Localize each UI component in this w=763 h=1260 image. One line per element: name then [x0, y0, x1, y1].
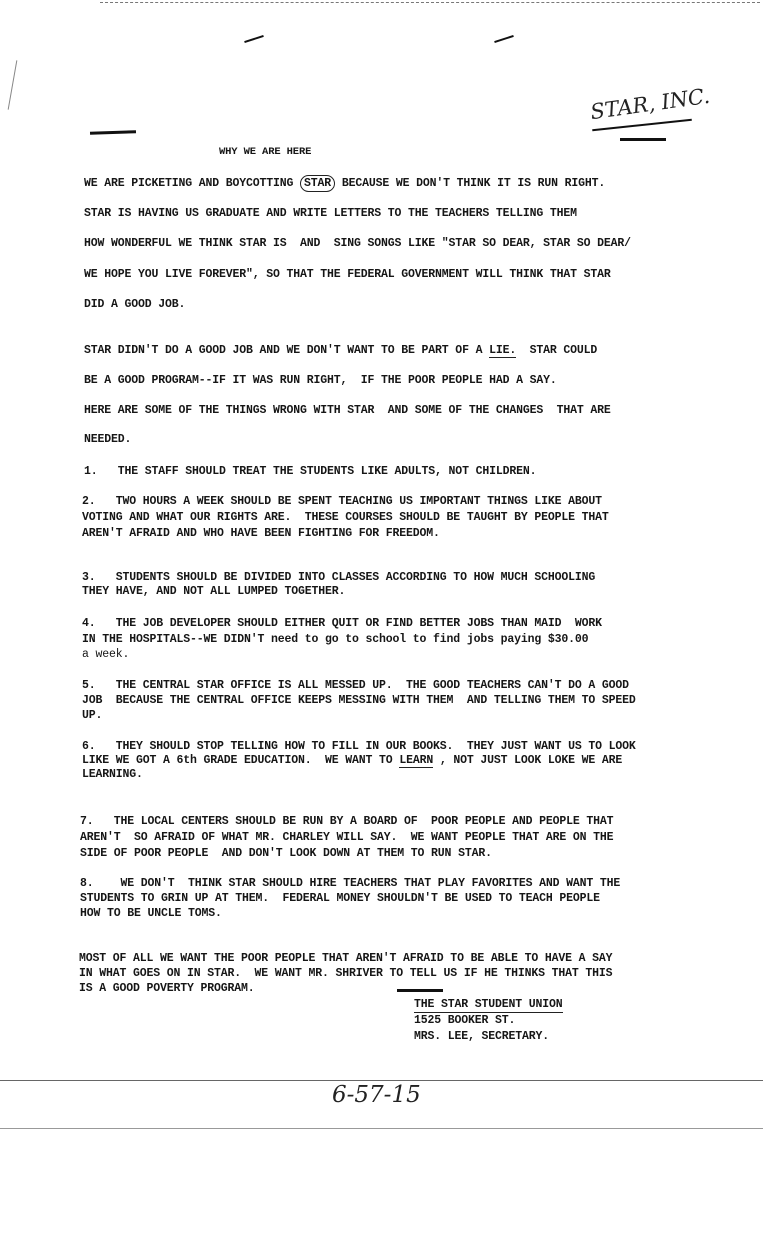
item-2-line-2: VOTING AND WHAT OUR RIGHTS ARE. THESE COURSES SHOULD BE TAUGHT BY PEOPLE THAT	[82, 511, 609, 524]
para2-line-2: BE A GOOD PROGRAM--IF IT WAS RUN RIGHT, IF THE POOR PEOPLE HAD A SAY.	[84, 374, 557, 387]
signature-org: THE STAR STUDENT UNION	[414, 998, 563, 1011]
item-6-line-3: LEARNING.	[82, 768, 143, 781]
item-4-line-3: a week.	[82, 648, 130, 661]
item-6-line-2	[82, 754, 622, 768]
intro-line-5: DID A GOOD JOB.	[84, 298, 186, 311]
underlined-learn: LEARN	[399, 754, 434, 767]
item-5-line-1: 5. THE CENTRAL STAR OFFICE IS ALL MESSED UP. THE GOOD TEACHERS CAN'T DO A GOOD	[82, 679, 629, 692]
item-3-line-2: THEY HAVE, AND NOT ALL LUMPED TOGETHER.	[82, 585, 346, 598]
top-edge-line	[100, 2, 760, 3]
item-1: 1. THE STAFF SHOULD TREAT THE STUDENTS LIKE ADULTS, NOT CHILDREN.	[84, 465, 537, 478]
circled-star: STAR	[300, 175, 335, 192]
item-4-line-2: IN THE HOSPITALS--WE DIDN'T need to go to school to find jobs paying $30.00	[82, 633, 589, 646]
item-2-line-1: 2. TWO HOURS A WEEK SHOULD BE SPENT TEACHING US IMPORTANT THINGS LIKE ABOUT	[82, 495, 602, 508]
para2-text-b: STAR COULD	[516, 344, 598, 357]
item-7-line-2: AREN'T SO AFRAID OF WHAT MR. CHARLEY WILL SAY. WE WANT PEOPLE THAT ARE ON THE	[80, 831, 614, 844]
item-3-line-1: 3. STUDENTS SHOULD BE DIVIDED INTO CLASSES ACCORDING TO HOW MUCH SCHOOLING	[82, 571, 596, 584]
closing-line-2: IN WHAT GOES ON IN STAR. WE WANT MR. SHRIVER TO TELL US IF HE THINKS THAT THIS	[79, 967, 613, 980]
item-8-line-1: 8. WE DON'T THINK STAR SHOULD HIRE TEACHERS THAT PLAY FAVORITES AND WANT THE	[80, 877, 621, 890]
item-2-line-3: AREN'T AFRAID AND WHO HAVE BEEN FIGHTING FOR FREEDOM.	[82, 527, 440, 540]
handwritten-star-inc: STAR, INC.	[588, 83, 712, 125]
underline-mark-left	[90, 130, 136, 135]
signature-mark	[397, 989, 443, 992]
para2-line-4: NEEDED.	[84, 433, 132, 446]
closing-line-3: IS A GOOD POVERTY PROGRAM.	[79, 982, 255, 995]
left-margin-mark	[8, 60, 18, 109]
item-8-line-2: STUDENTS TO GRIN UP AT THEM. FEDERAL MONEY SHOULDN'T BE USED TO TEACH PEOPLE	[80, 892, 600, 905]
intro-line-2: STAR IS HAVING US GRADUATE AND WRITE LETTERS TO THE TEACHERS TELLING THEM	[84, 207, 577, 220]
bottom-edge-line-2	[0, 1128, 763, 1129]
para2-text-a: STAR DIDN'T DO A GOOD JOB AND WE DON'T WANT TO BE PART OF A	[84, 344, 490, 357]
intro-text-b: BECAUSE WE DON'T THINK IT IS RUN RIGHT.	[335, 177, 606, 190]
item-8-line-3: HOW TO BE UNCLE TOMS.	[80, 907, 222, 920]
item-6-text-b: , NOT JUST LOOK LOKE WE ARE	[433, 754, 623, 767]
signature-address: 1525 BOOKER ST.	[414, 1014, 516, 1027]
faint-mark-top-1	[244, 35, 264, 43]
item-6-line-1: 6. THEY SHOULD STOP TELLING HOW TO FILL IN OUR BOOKS. THEY JUST WANT US TO LOOK	[82, 740, 636, 753]
item-5-line-3: UP.	[82, 709, 103, 722]
para2-line-3: HERE ARE SOME OF THE THINGS WRONG WITH STAR AND SOME OF THE CHANGES THAT ARE	[84, 404, 611, 417]
item-7-line-3: SIDE OF POOR PEOPLE AND DON'T LOOK DOWN AT THEM TO RUN STAR.	[80, 847, 492, 860]
item-4-line-1: 4. THE JOB DEVELOPER SHOULD EITHER QUIT OR FIND BETTER JOBS THAN MAID WORK	[82, 617, 602, 630]
handwritten-file-number: 6-57-15	[332, 1082, 421, 1108]
item-5-line-2: JOB BECAUSE THE CENTRAL OFFICE KEEPS MESSING WITH THEM AND TELLING THEM TO SPEED	[82, 694, 636, 707]
bottom-edge-line	[0, 1080, 763, 1081]
intro-text-a: WE ARE PICKETING AND BOYCOTTING	[84, 177, 301, 190]
intro-line-1	[84, 177, 605, 191]
document-title: WHY WE ARE HERE	[219, 146, 312, 158]
closing-line-1: MOST OF ALL WE WANT THE POOR PEOPLE THAT AREN'T AFRAID TO BE ABLE TO HAVE A SAY	[79, 952, 613, 965]
signature-secretary: MRS. LEE, SECRETARY.	[414, 1030, 550, 1043]
item-6-text-a: LIKE WE GOT A 6th GRADE EDUCATION. WE WANT TO	[82, 754, 400, 767]
item-7-line-1: 7. THE LOCAL CENTERS SHOULD BE RUN BY A BOARD OF POOR PEOPLE AND PEOPLE THAT	[80, 815, 614, 828]
faint-mark-top-2	[494, 35, 514, 43]
underlined-lie: LIE.	[489, 344, 517, 357]
intro-line-3: HOW WONDERFUL WE THINK STAR IS AND SING SONGS LIKE "STAR SO DEAR, STAR SO DEAR/	[84, 237, 631, 250]
underline-mark-right	[620, 138, 666, 141]
para2-line-1	[84, 344, 597, 358]
intro-line-4: WE HOPE YOU LIVE FOREVER", SO THAT THE FEDERAL GOVERNMENT WILL THINK THAT STAR	[84, 268, 611, 281]
